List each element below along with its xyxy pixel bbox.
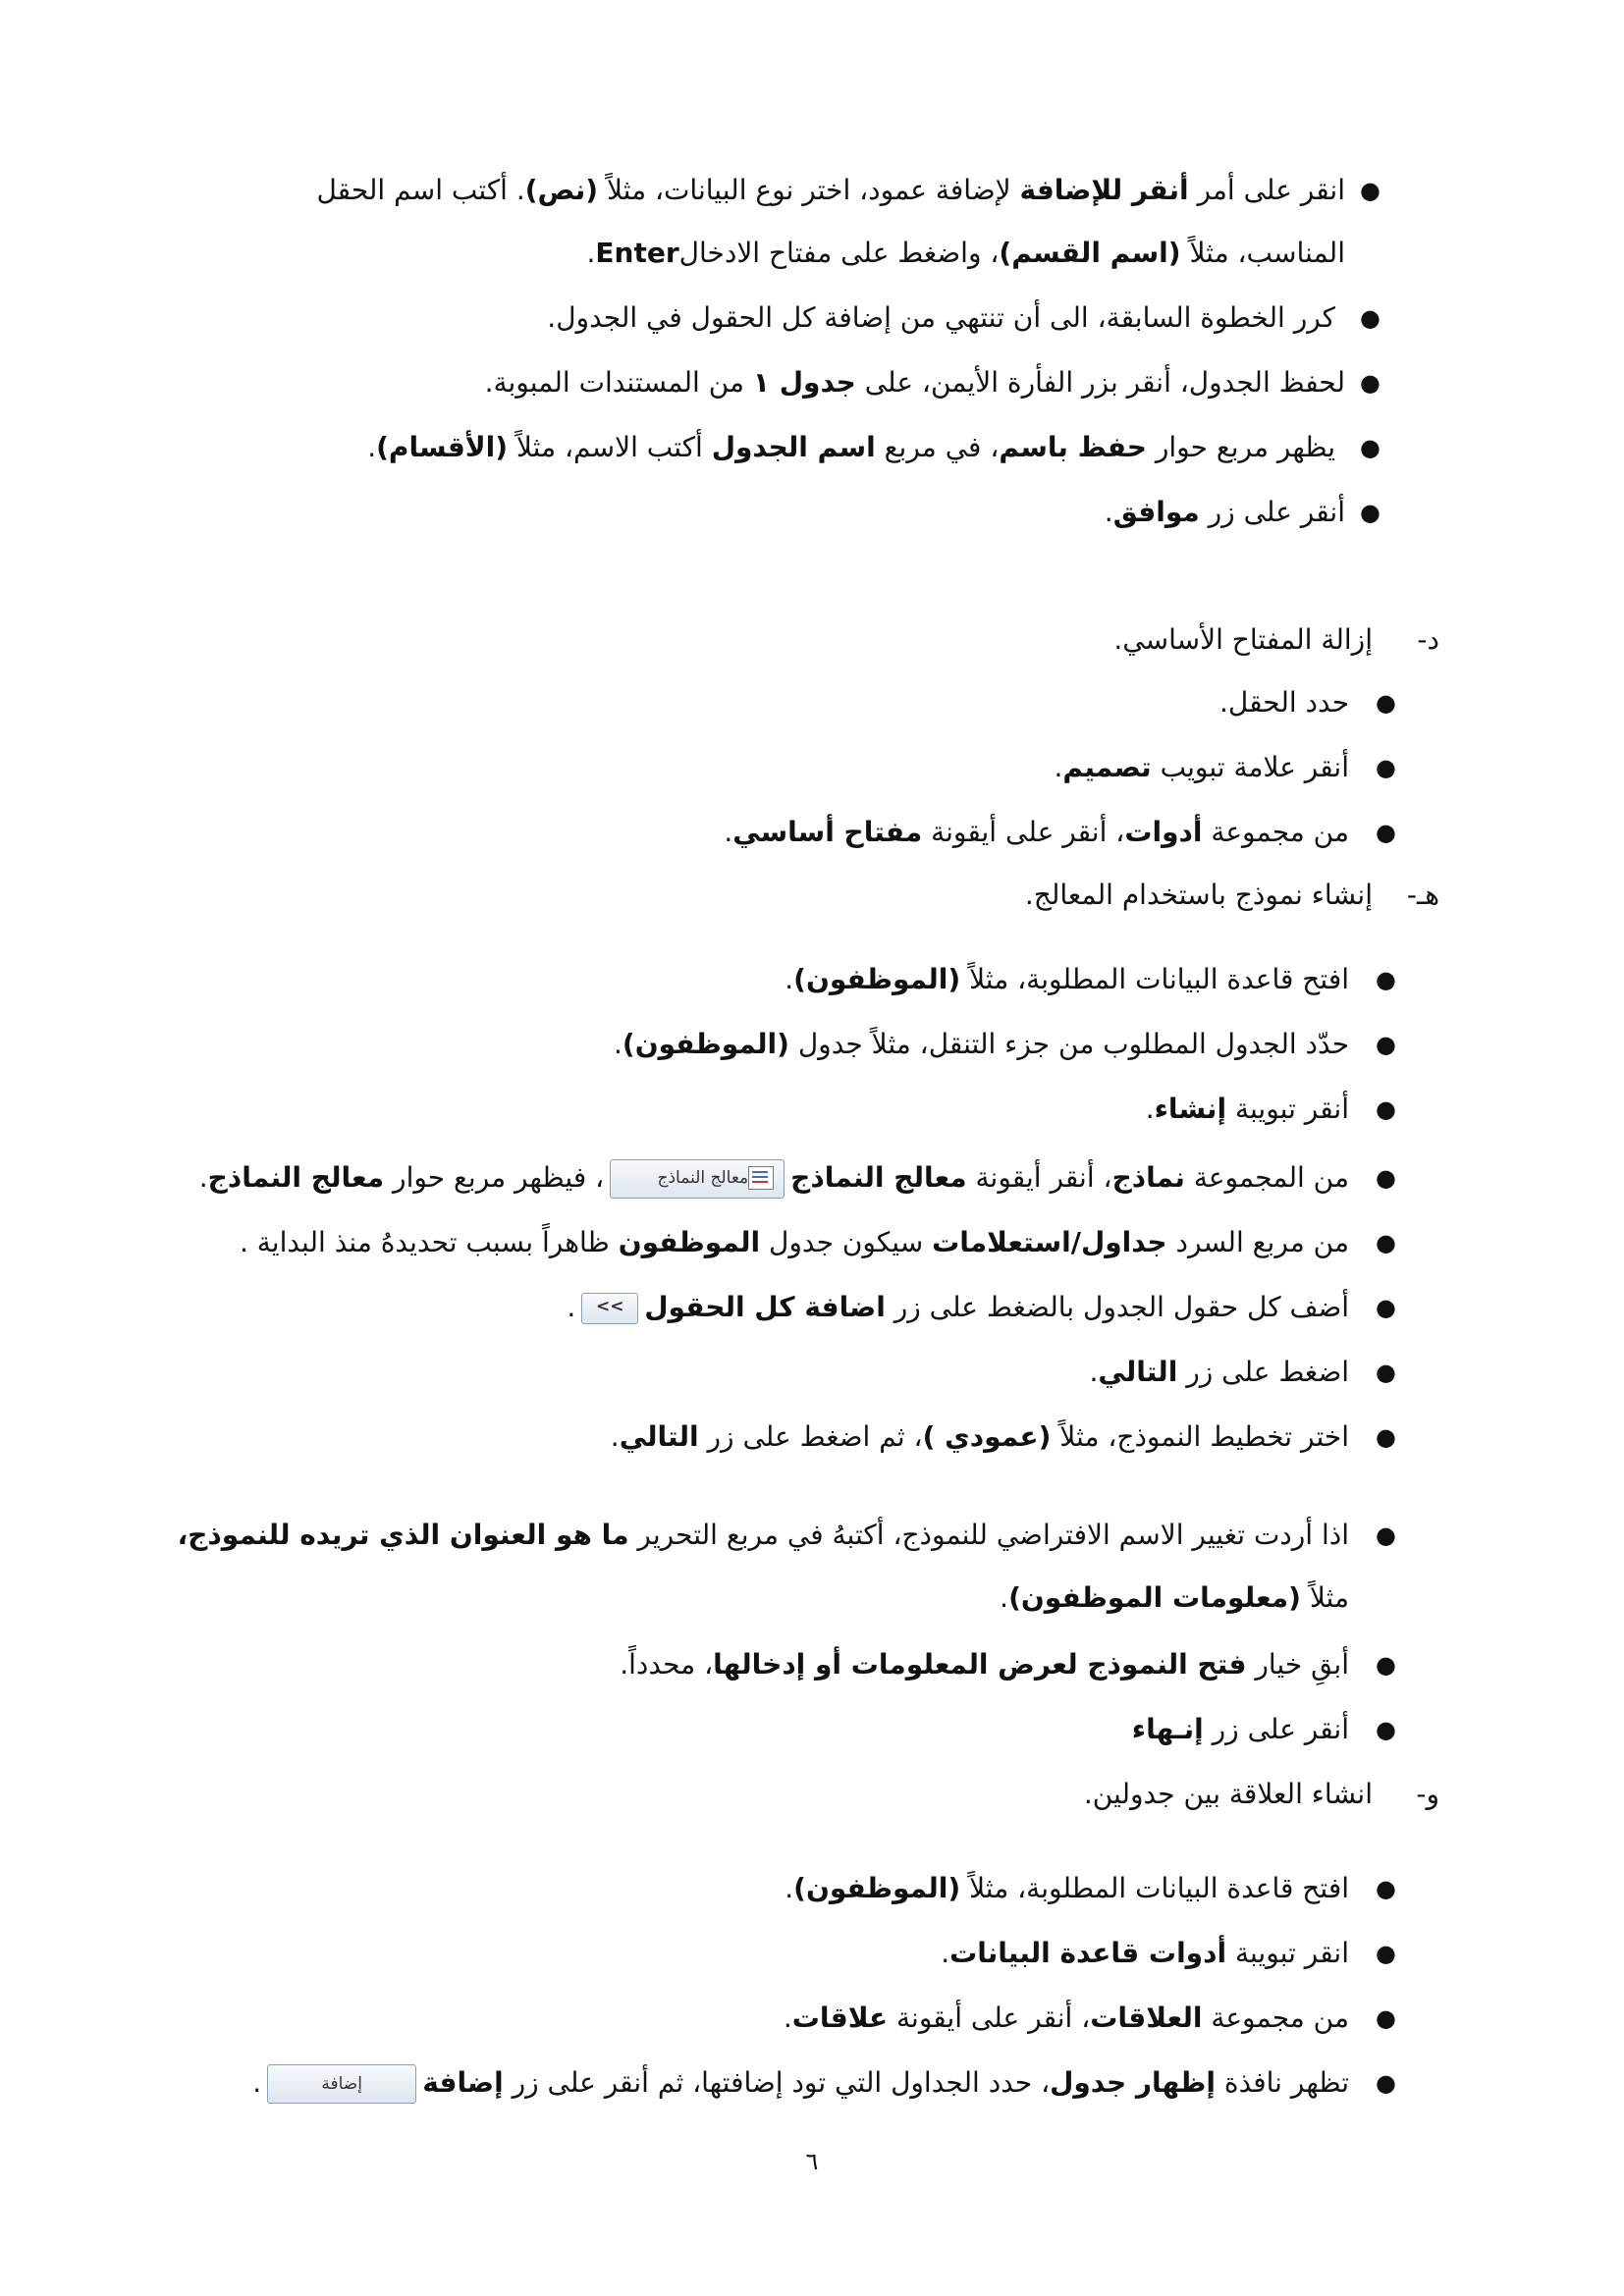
line-text: تظهر نافذة إظهار جدول، حدد الجداول التي تود إضافتها، ثم أنقر على زر إضافةإضافة.: [252, 2061, 1349, 2105]
line-text: أضف كل حقول الجدول بالضغط على زر اضافة كل الحقول<<.: [567, 1291, 1349, 1323]
line-text: من مربع السرد جداول/استعلامات سيكون جدول الموظفون ظاهراً بسبب تحديدهُ منذ البداية .: [239, 1226, 1349, 1258]
line-text: مثلاً (معلومات الموظفون).: [1000, 1581, 1349, 1614]
line-text: المناسب، مثلاً (اسم القسم)، واضغط على مفتاح الادخالEnter.: [586, 237, 1345, 269]
line-text: لحفظ الجدول، أنقر بزر الفأرة الأيمن، على جدول ١ من المستندات المبوبة.: [484, 366, 1345, 399]
bullet: ●: [1376, 1229, 1396, 1256]
bullet: ●: [1376, 1522, 1396, 1549]
section-marker: هـ-: [1406, 879, 1439, 911]
bullet: ●: [1376, 2004, 1396, 2032]
line-text: من مجموعة أدوات، أنقر على أيقونة مفتاح أساسي.: [724, 816, 1349, 848]
bullet: ●: [1360, 369, 1380, 397]
bullet: ●: [1376, 966, 1396, 993]
bullet: ●: [1376, 1651, 1396, 1679]
bullet: ●: [1376, 1164, 1396, 1192]
line-text: أنقر علامة تبويب تصميم.: [1054, 751, 1349, 783]
section-marker: د-: [1417, 623, 1439, 656]
bullet: ●: [1376, 1031, 1396, 1058]
bullet: ●: [1376, 1359, 1396, 1386]
bullet: ●: [1376, 1940, 1396, 1967]
section-marker: و-: [1416, 1778, 1439, 1810]
bullet: ●: [1360, 434, 1380, 461]
line-text: أنقر تبويبة إنشاء.: [1145, 1093, 1349, 1125]
line-text: أنقر على زر موافق.: [1104, 496, 1345, 528]
line-text: أنقر على زر إنـهاء: [1131, 1713, 1349, 1745]
add-button[interactable]: إضافة: [267, 2064, 416, 2104]
line-text: اذا أردت تغيير الاسم الافتراضي للنموذج، أكتبهُ في مربع التحرير ما هو العنوان الذي تريده للنموذج،: [177, 1519, 1349, 1551]
page-number: ٦: [805, 2148, 819, 2175]
line-text: من مجموعة العلاقات، أنقر على أيقونة علاقات.: [783, 2002, 1349, 2034]
bullet: ●: [1376, 819, 1396, 846]
line-text: انقر على أمر أنقر للإضافة لإضافة عمود، اختر نوع البيانات، مثلاً (نص). أكتب اسم الحقل: [316, 174, 1345, 206]
form-wizard-button[interactable]: معالج النماذج: [610, 1159, 785, 1199]
bullet: ●: [1376, 689, 1396, 717]
line-text: يظهر مربع حوار حفظ باسم، في مربع اسم الجدول أكتب الاسم، مثلاً (الأقسام).: [367, 431, 1335, 463]
line-text: افتح قاعدة البيانات المطلوبة، مثلاً (الموظفون).: [785, 1872, 1349, 1904]
line-text: انقر تبويبة أدوات قاعدة البيانات.: [941, 1937, 1349, 1969]
form-wizard-icon: [748, 1166, 774, 1190]
section-title: إزالة المفتاح الأساسي.: [1113, 623, 1373, 656]
add-all-fields-button[interactable]: <<: [581, 1293, 638, 1324]
bullet: ●: [1376, 1875, 1396, 1902]
bullet: ●: [1360, 177, 1380, 204]
bullet: ●: [1376, 1095, 1396, 1123]
bullet: ●: [1376, 1716, 1396, 1743]
line-text: حدّد الجدول المطلوب من جزء التنقل، مثلاً جدول (الموظفون).: [614, 1028, 1349, 1060]
bullet: ●: [1360, 499, 1380, 526]
line-text: افتح قاعدة البيانات المطلوبة، مثلاً (الموظفون).: [785, 963, 1349, 995]
line-text: أبقِ خيار فتح النموذج لعرض المعلومات أو إدخالها، محدداً.: [620, 1648, 1349, 1681]
line-text: كرر الخطوة السابقة، الى أن تنتهي من إضافة كل الحقول في الجدول.: [547, 301, 1335, 334]
bullet: ●: [1376, 1423, 1396, 1451]
bullet: ●: [1376, 754, 1396, 781]
section-title: إنشاء نموذج باستخدام المعالج.: [1024, 879, 1373, 911]
bullet: ●: [1360, 304, 1380, 332]
line-text: اختر تخطيط النموذج، مثلاً (عمودي )، ثم اضغط على زر التالي.: [610, 1420, 1349, 1453]
line-text: من المجموعة نماذج، أنقر أيقونة معالج النماذجمعالج النماذج، فيظهر مربع حوار معالج النماذج.: [199, 1156, 1349, 1200]
section-title: انشاء العلاقة بين جدولين.: [1083, 1778, 1373, 1810]
line-text: اضغط على زر التالي.: [1089, 1356, 1349, 1388]
line-text: حدد الحقل.: [1218, 686, 1349, 719]
bullet: ●: [1376, 1294, 1396, 1321]
bullet: ●: [1376, 2069, 1396, 2097]
